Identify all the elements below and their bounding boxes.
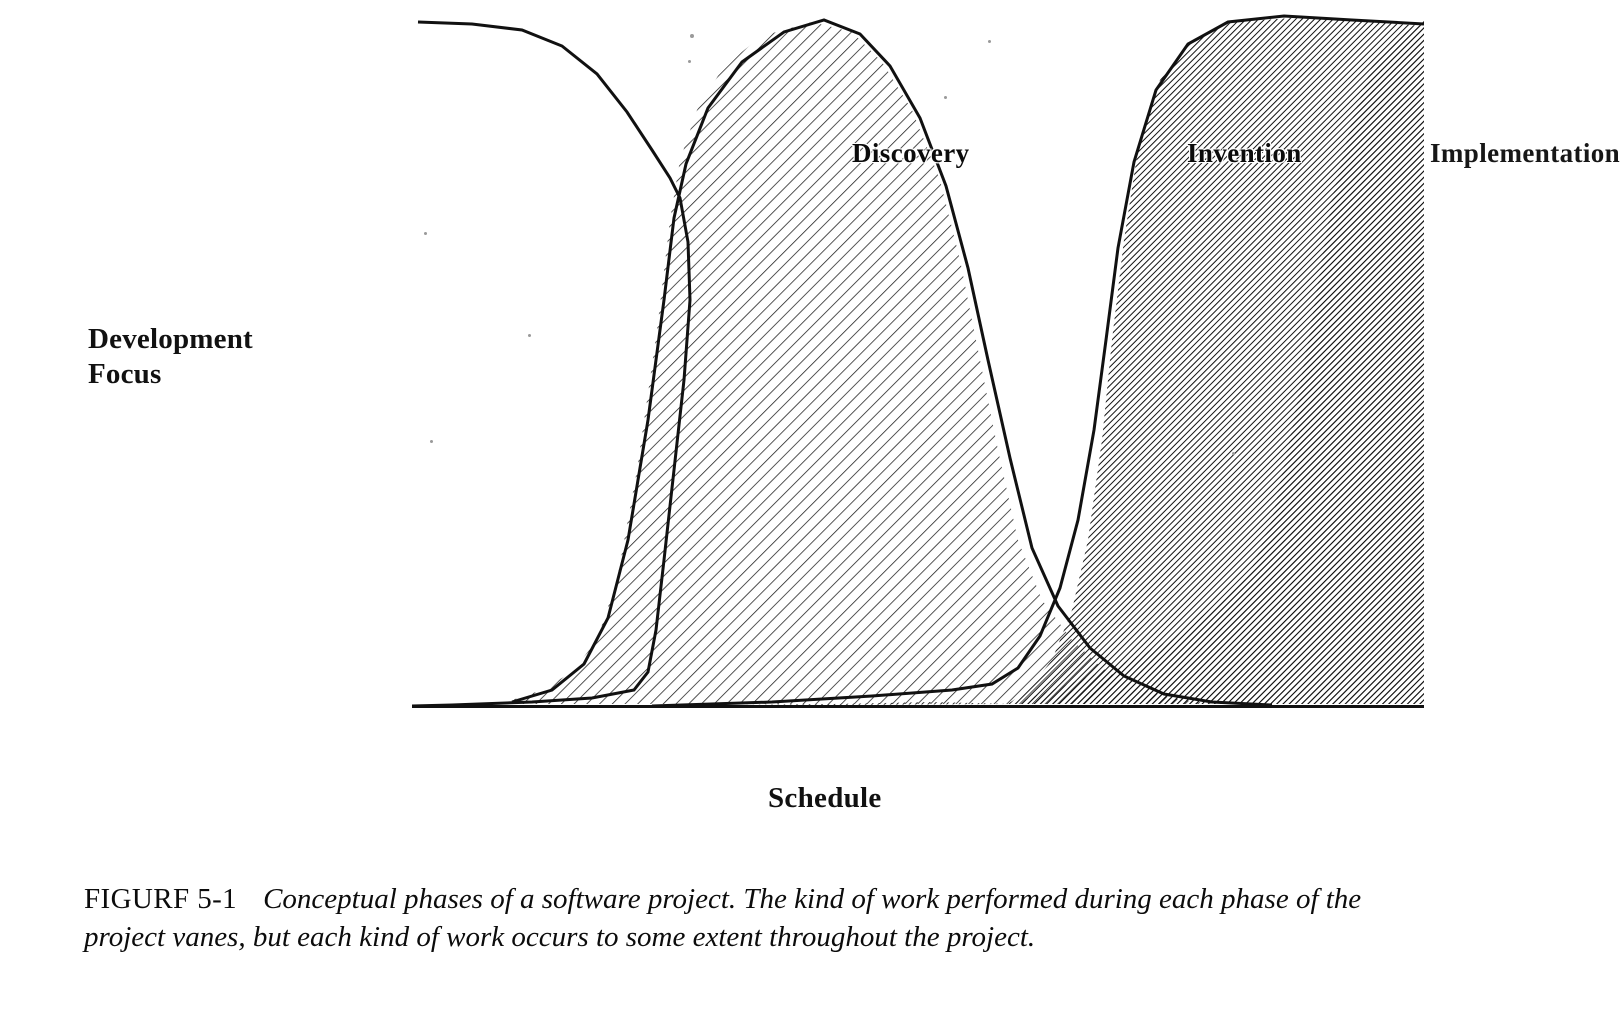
figure-number: FIGURF 5-1 [84, 883, 238, 915]
chart-annotation-implementation: Implementation [1430, 138, 1620, 168]
y-axis-label-line-1: Development [88, 323, 253, 355]
chart-annotation-discovery: Discovery [852, 138, 970, 168]
y-axis-label [88, 322, 388, 393]
scan-speck [528, 334, 531, 337]
chart-annotation-invention: Invention [1187, 138, 1302, 168]
figure-caption-text: Conceptual phases of a software project. The kind of work performed during each phase of the project vanes, but each kind of work occurs to some extent throughout the project. [84, 883, 1362, 954]
figure-caption [84, 880, 1366, 957]
chart-svg [412, 0, 1424, 716]
y-axis-label-line-2: Focus [88, 358, 162, 391]
x-axis-label: Schedule [768, 782, 882, 814]
scan-speck [1232, 452, 1235, 455]
chart-plot-area [412, 0, 1620, 716]
scan-speck [688, 60, 691, 63]
scan-speck [944, 96, 947, 99]
scan-speck [690, 34, 694, 38]
scan-speck [988, 40, 991, 43]
series-implementation-hump [1008, 18, 1424, 704]
scan-speck [424, 232, 427, 235]
scan-speck [430, 440, 433, 443]
